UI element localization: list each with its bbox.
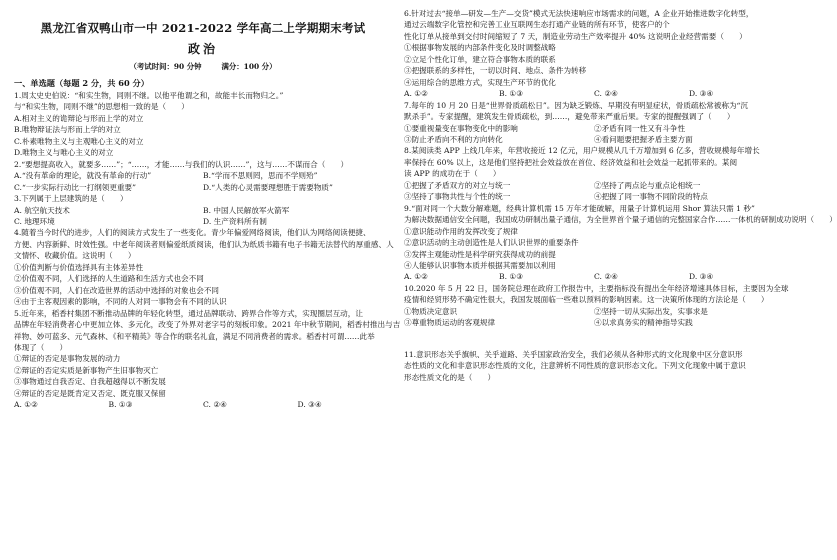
option-d: D. ③④ [297,400,322,410]
statement-item: ④辩证的否定是既肯定又否定、既克服又保留 [14,388,166,398]
option-b: B. 中国人民解放军火箭军 [203,205,290,215]
options-row [404,123,784,134]
question-text: 10.2020 年 5 月 22 日，国务院总理在政府工作报告中，主要指标没有提出全年经济增速具体目标，主要因为全球 [404,283,789,293]
option-d: D. ③④ [689,272,714,282]
section-heading: 一、单选题（每题 2 分，共 60 分） [14,78,149,88]
statement-item: ①物质决定意识 [404,306,458,316]
option-d: D.唯物主义与唯心主义的对立 [14,148,114,158]
question-5 [14,308,401,411]
question-text: 1.周太史史伯说：“和实生物，同则不继。以他平他谓之和，故能丰长而物归之。” [14,91,284,100]
question-9 [404,203,837,283]
option-d: D. ③④ [689,89,714,99]
spacer [404,329,784,349]
question-text: 品牌在年轻消费者心中更加立体、多元化，改变了外界对老字号的刻板印象。2021 年中秋节期间，稻香村推出与吉 [14,320,401,330]
question-text: 5.近年来，稻香村集团不断推动品牌的年轻化转型，通过品牌联动、跨界合作等方式，实现圈层互动，让 [14,308,363,318]
statement-item: ②坚持了两点论与重点论相统一 [594,180,701,190]
options-row [14,205,392,216]
question-text: 2.“要想提高收入，就要多……”；“……，才能……与我们的认识……”，这与……不谋而合（ ） [14,159,349,169]
question-text: 7.每年的 10 月 20 日是“世界骨质疏松日”。因为缺乏锻炼、早期没有明显症状，骨质疏松常被称为“沉 [404,100,749,110]
question-4 [14,227,392,307]
option-a: A. ①② [404,89,428,99]
statement-item: ①根据事物发展的内部条件变化及时调整战略 [404,43,556,53]
options-row [404,271,784,282]
statement-item: ④以求真务实的精神指导实践 [594,318,693,328]
option-a: A.“没有革命的理论，就没有革命的行动” [14,171,152,181]
statement-item: ③价值观不同，人们在改造世界的活动中选择的对象也会不同 [14,285,220,295]
question-text: 性化订单从接单到交付时间缩短了 7 天，制造业劳动生产效率提升 40% 这说明企业经营需要（ ） [404,31,747,41]
statement-item: ②坚持一切从实际出发，实事求是 [594,306,708,316]
question-8 [404,145,784,202]
question-text: 读 APP 的成功在于（ ） [404,169,501,179]
question-10 [404,283,789,329]
right-column [404,8,837,383]
statement-item: ③尊重物质运动的客观规律 [404,318,496,328]
option-a: A.相对主义的诡辩论与形而上学的对立 [14,113,144,123]
options-row [404,180,784,191]
option-c: C. ②④ [594,272,618,282]
option-b: B. ①③ [108,400,133,410]
question-text: 4.随着当今时代的进步，人们的阅读方式发生了一些变化。青少年偏爱网络阅读，他们认为网络阅读便捷、 [14,228,371,238]
option-d: D.“人类的心灵需要理想胜于需要物质” [203,182,333,192]
left-column [14,8,401,411]
statement-item: ②辩证的否定实质是新事物产生旧事物灭亡 [14,365,159,375]
statement-item: ③事物通过自我否定、自我超越得以不断发展 [14,377,166,387]
option-b: B.唯物辩证法与形而上学的对立 [14,125,121,135]
question-text: 态性质的文化和非意识形态性质的文化，注意辨析不同性质的意识形态文化。下列文化现象中属于意识 [404,361,746,371]
exam-info [14,59,392,75]
options-row [404,306,784,317]
statement-item: ②矛盾有同一性又有斗争性 [594,123,686,133]
options-row [14,182,392,193]
option-c: C. ②④ [203,400,227,410]
question-text: 通过云端数字化管控和完善工业互联网生态打通产业链的所有环节，使客户的个 [404,20,670,30]
question-text: 3.下列属于上层建筑的是（ ） [14,194,128,204]
exam-time: （考试时间：90 分钟 [129,62,202,71]
question-3 [14,193,392,227]
statement-item: ①辩证的否定是事物发展的动力 [14,354,121,364]
question-text: 形态性质文化的是（ ） [404,372,496,382]
option-a: A. 航空航天技术 [14,205,70,215]
statement-item: ②价值观不同，人们选择的人生道路和生活方式也会不同 [14,274,204,284]
statement-item: ④看问题要把握矛盾主要方面 [594,134,693,144]
question-text: 11.意识形态关乎旗帜、关乎道路、关乎国家政治安全，我们必须从各种形式的文化现象中区分意识形 [404,349,743,359]
option-a: A. ①② [404,272,428,282]
option-b: B. ①③ [499,272,524,282]
statement-item: ②立足个性化订单，建立符合事物本质的联系 [404,54,556,64]
option-a: A. ①② [14,400,38,410]
question-text: 文情怀、收藏价值。这说明（ ） [14,251,136,261]
statement-item: ①价值判断与价值选择具有主体差异性 [14,262,144,272]
option-c: C.朴素唯物主义与主观唯心主义的对立 [14,136,144,146]
options-row [14,399,392,410]
statement-item: ④运用综合的思维方式，实现生产环节的优化 [404,77,556,87]
options-row [404,191,784,202]
options-row [404,134,784,145]
option-c: C.“一步实际行动比一打纲领更重要” [14,182,137,192]
question-text: 6.针对过去“接单—研发—生产—交货”模式无法快速响应市场需求的问题，A 企业开始推进数字化转型， [404,9,754,18]
question-6 [404,8,784,100]
question-7 [404,100,784,146]
question-text: 体现了（ ） [14,342,68,352]
option-d: D. 生产资料所有制 [203,216,267,226]
question-text: 8.某阅读类 APP 上线几年来，年营收接近 12 亿元，用户规模从几千万增加到 6 亿多，营收规模每年增长 [404,146,760,156]
exam-subject: 政治 [187,42,218,56]
question-text: 与“和实生物，同则不继”的思想相一致的是（ ） [14,102,189,112]
question-text: 疫情和经贸形势不确定性很大，我国发展面临一些难以预料的影响因素。这一决策所体现的方法论是（ ） [404,295,769,305]
statement-item: ②意识活动的主动创造性是人们认识世界的重要条件 [404,238,579,248]
statement-item: ④把握了同一事物不同阶段的特点 [594,192,708,202]
question-text: 为解决数据通信安全问题，我国成功研制出量子通信，为全世界首个量子通信的完整国家合作……一体机的研制成功说明（ ） [404,215,837,225]
option-b: B. ①③ [499,89,524,99]
question-1 [14,90,392,159]
question-11 [404,349,784,383]
statement-item: ③防止矛盾向不利的方向转化 [404,134,503,144]
statement-item: ③发挥主观能动性是科学研究获得成功的前提 [404,249,556,259]
option-b: B.“学而不思则罔，思而不学则殆” [203,171,318,181]
statement-item: ③坚持了事物共性与个性的统一 [404,192,511,202]
question-text: 率保持在 60% 以上，这是他们坚持把社会效益放在首位、经济效益和社会效益一起抓带来的。某阅 [404,157,738,167]
statement-item: ①把握了矛盾双方的对立与统一 [404,180,511,190]
options-row [14,170,392,181]
options-row [404,317,784,328]
options-row [14,216,392,227]
statement-item: ①意识能动作用的发挥改变了规律 [404,226,518,236]
question-text: 9.“面对同一个大数分解难题，经典计算机需 15 万年才能破解，用量子计算机运用 Shor 算法只需 1 秒” [404,203,755,213]
statement-item: ①要重视量变在事物变化中的影响 [404,123,518,133]
question-text: 祥物、妙可蓝多、元气森林、《和平精英》等合作的联名礼盒，满足不同消费者的需求。稻香村可谓……此举 [14,331,375,341]
options-row [404,88,784,99]
statement-item: ④由于主客观因素的影响，不同的人对同一事物会有不同的认识 [14,297,227,307]
exam-title: 黑龙江省双鸭山市一中 2021-2022 学年高二上学期期末考试 [40,21,366,35]
statement-item: ④人能够认识事物本质并根据其需要加以利用 [404,260,556,270]
option-c: C. ②④ [594,89,618,99]
exam-score: 满分：100 分） [221,62,277,71]
question-text: 方便、内容新鲜、时效性强。中老年阅读者则偏爱纸质阅读，他们认为纸质书籍有电子书籍无法替代的厚重感、人 [14,239,394,249]
option-c: C. 地理环境 [14,216,55,226]
question-2 [14,159,392,193]
statement-item: ③把握联系的多样性，一切以时间、地点、条件为转移 [404,66,587,76]
question-text: 默杀手”。专家提醒，建筑发生骨质疏松，到……，避免带来严重后果。专家的提醒强调了（ ） [404,112,735,122]
